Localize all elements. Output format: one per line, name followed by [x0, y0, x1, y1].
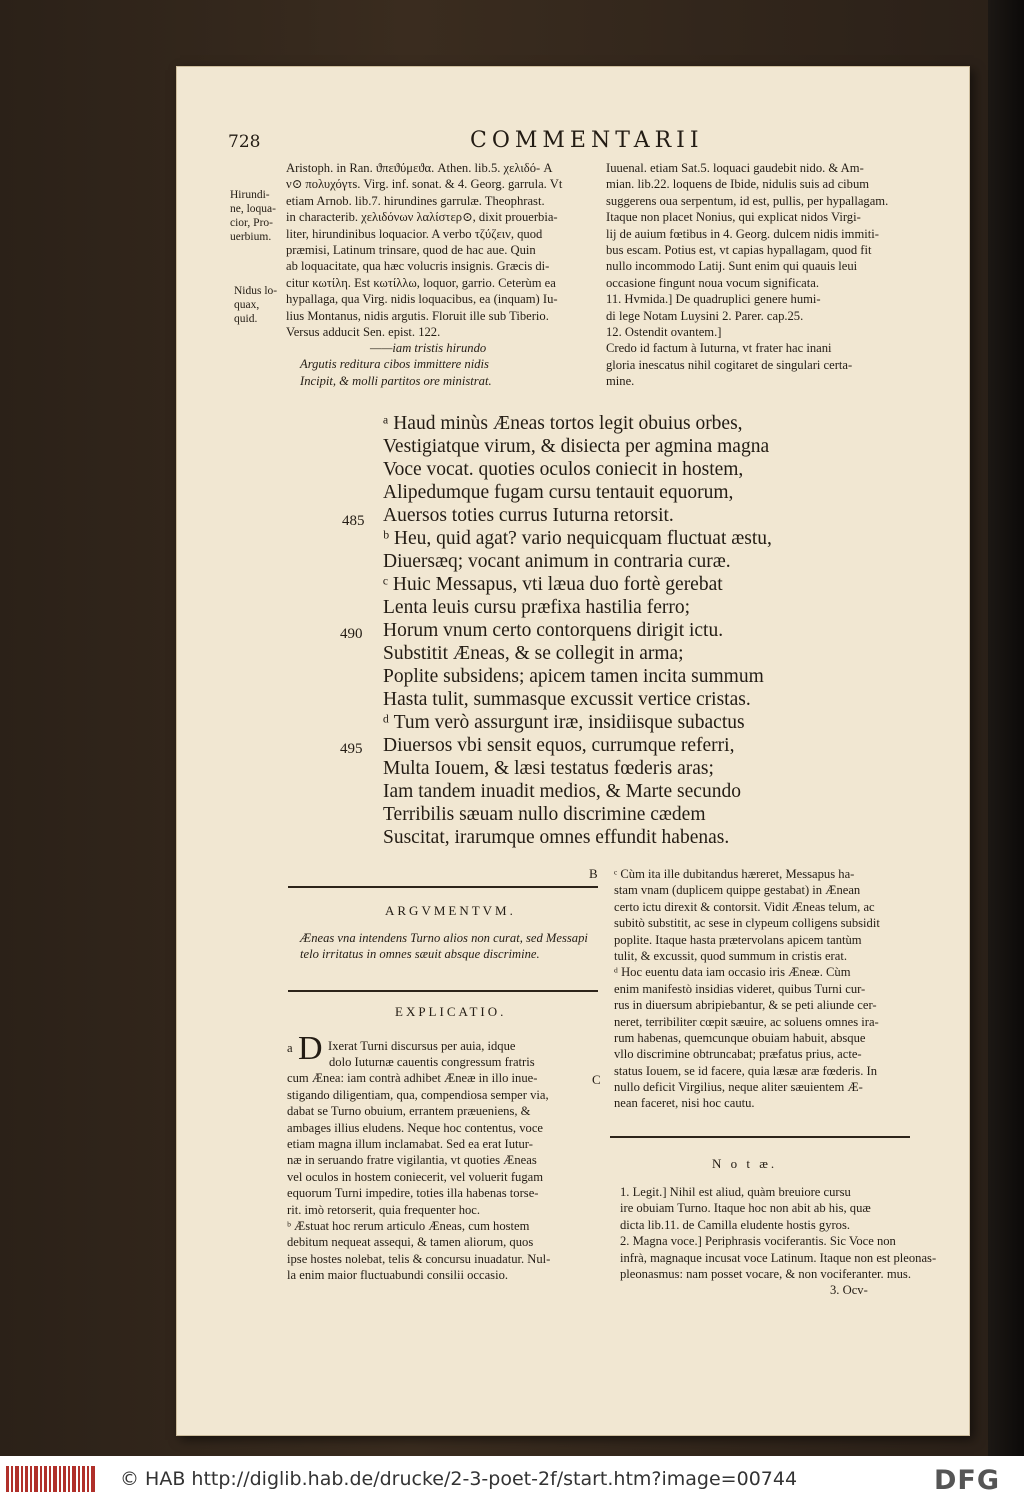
drop-cap-letter: D	[298, 1030, 323, 1067]
text-line: mine.	[606, 374, 635, 389]
margin-note-line: cior, Pro-	[230, 217, 273, 229]
margin-note-line: Nidus lo-	[234, 285, 278, 297]
text-line: bus escam. Potius est, vt capias hypallagam, quod fit	[606, 242, 872, 257]
verse-line: Multa Iouem, & læsi testatus fœderis aras;	[383, 758, 714, 779]
verse-line: Poplite subsidens; apicem tamen incita summum	[383, 666, 764, 687]
text-line: ᶜ Cùm ita ille dubitandus hæreret, Messapus ha-	[614, 867, 855, 881]
side-letter-b: B	[589, 866, 598, 881]
page-number: 728	[228, 132, 261, 152]
text-line: nean faceret, nisi hoc cautu.	[614, 1096, 755, 1111]
line-number-495: 495	[340, 741, 363, 757]
notae-text	[620, 1184, 936, 1299]
text-line: ν⊙ πολυχόγτs. Virg. inf. sonat. & 4. Georg. garrula. Vt	[286, 177, 563, 192]
verse-line: Auersos toties currus Iuturna retorsit.	[383, 505, 674, 526]
text-line: infrà, magnaque incusat voce Latinum. Itaque non est pleonas-	[620, 1250, 937, 1265]
argumentum-heading: ARGVMENTVM.	[385, 903, 516, 918]
text-line: 11. Hvmida.] De quadruplici genere humi-	[606, 292, 821, 307]
section-rule	[610, 1136, 910, 1138]
quote-line: ——iam tristis hirundo	[370, 341, 487, 355]
text-line: ᵈ Hoc euentu data iam occasio iris Æneæ. Cùm	[614, 965, 851, 980]
text-line: nullo deficit Virgilius, neque aliter sæuientem Æ-	[614, 1080, 863, 1095]
text-line: telo irritatus in omnes sæuit absque discrimine.	[300, 947, 540, 962]
margin-note-line: quax,	[234, 299, 260, 311]
text-line: 3. Ocv-	[830, 1283, 868, 1298]
verse-line: Alipedumque fugam cursu tentauit equorum,	[383, 482, 734, 503]
text-line: equorum Turni impedire, toties illa habenas torse-	[287, 1186, 539, 1201]
text-line: stam vnam (duplicem quippe gestabat) in Ænean	[614, 883, 861, 898]
margin-note-line: ne, loqua-	[230, 203, 276, 215]
verse-line: Substitit Æneas, & se collegit in arma;	[383, 643, 684, 664]
verse-line: ᵃ Haud minùs Æneas tortos legit obuius orbes,	[383, 413, 743, 434]
explicatio-heading: EXPLICATIO.	[395, 1004, 507, 1019]
verse-line: ᵈ Tum verò assurgunt iræ, insidiisque subactus	[383, 712, 745, 733]
text-line: nullo incommodo Latij. Sunt enim qui quauis leui	[606, 259, 858, 274]
text-line: pleonasmus: nam posset vocare, & non vociferanter. mus.	[620, 1266, 911, 1281]
line-number-490: 490	[340, 626, 363, 642]
text-line: la enim maior fluctuabundi consilii occasio.	[287, 1268, 509, 1283]
text-line: Æneas vna intendens Turno alios non curat, sed Messapi	[300, 931, 588, 945]
text-line: di lege Notam Luysini 2. Parer. cap.25.	[606, 308, 804, 323]
text-line: ab loquacitate, qua hæc volucris insignis. Græcis di-	[286, 259, 550, 274]
verse-line: Diuersos vbi sensit equos, currumque referri,	[383, 735, 735, 756]
margin-note-hirundine	[230, 188, 276, 244]
text-line: Iuuenal. etiam Sat.5. loquaci gaudebit nido. & Am-	[606, 161, 864, 175]
text-line: ᵇ Æstuat hoc rerum articulo Æneas, cum hostem	[287, 1218, 530, 1233]
text-line: mian. lib.22. loquens de Ibide, nidulis suis ad cibum	[606, 177, 870, 192]
text-line: subitò substitit, ac sese in clypeum colligens subsidit	[614, 916, 880, 931]
verse-line: Suscitat, irarumque omnes effundit habenas.	[383, 827, 730, 848]
verse-line: Iam tandem inuadit medios, & Marte secundo	[383, 781, 741, 802]
text-line: suggerens oua serpentum, id est, pullis, per hypallagam.	[606, 193, 889, 208]
quote-line: Argutis reditura cibos immittere nidis	[300, 357, 489, 372]
margin-note-line: Hirundi-	[230, 189, 270, 201]
verse-line: ᵇ Heu, quid agat? vario nequicquam fluctuat æstu,	[383, 528, 772, 549]
explicatio-text	[287, 1054, 550, 1283]
book-spine-edge	[988, 0, 1024, 1456]
text-line: lij de auium fœtibus in 4. Georg. dulcem nidis immiti-	[606, 226, 879, 241]
verse-line: Lenta leuis cursu præfixa hastilia ferro;	[383, 597, 691, 618]
section-rule	[288, 886, 598, 888]
line-number-485: 485	[342, 513, 365, 529]
text-line: Itaque non placet Nonius, qui explicat nidos Virgi-	[606, 210, 861, 225]
section-rule	[288, 990, 598, 992]
text-line: tulit, & excussit, quod summum in cristis erat.	[614, 948, 847, 963]
verse-line: Voce vocat. quoties oculos coniecit in hostem,	[383, 459, 744, 480]
verse-line: Horum vnum certo contorquens dirigit ictu.	[383, 620, 724, 641]
text-line: etiam magna illum inclamabat. Sed ea erat Iutur-	[287, 1136, 533, 1151]
text-line: ambages illius eludens. Neque hoc contentus, voce	[287, 1120, 544, 1135]
explicatio-first-line: Ixerat Turni discursus per auia, idque	[328, 1039, 516, 1053]
text-line: rit. imò retorserit, quia frequenter hoc.	[287, 1202, 481, 1217]
margin-note-line: uerbium.	[230, 231, 272, 243]
text-line: dolo Iuturnæ cauentis congressum fratris	[329, 1055, 535, 1069]
text-line: vel oculos in hostem coniecerit, vel voluerit fugam	[287, 1169, 544, 1184]
text-line: 1. Legit.] Nihil est aliud, quàm breuiore cursu	[620, 1185, 851, 1199]
text-line: dabat se Turno obuium, errantem præueniens, &	[287, 1104, 531, 1119]
text-line: certo ictu direxit & contorsit. Vidit Æneas telum, ac	[614, 899, 875, 914]
text-line: næ in seruando fratre vigilantia, vt quoties Æneas	[287, 1153, 537, 1168]
text-line: neret, terribiliter cœpit sæuire, ac soluens omnes ira-	[614, 1014, 879, 1029]
margin-note-line: quid.	[234, 313, 258, 325]
text-line: vllo discrimine obtruncabat; præfatus prius, acte-	[614, 1047, 862, 1062]
text-line: rum habenas, quemcunque obuiam habuit, absque	[614, 1030, 866, 1045]
text-line: gloria inescatus nihil cogitaret de singulari certa-	[606, 357, 853, 372]
dfg-logo: DFG	[934, 1465, 1001, 1496]
text-line: cum Ænea: iam contrà adhibet Æneæ in illo inue-	[287, 1071, 538, 1086]
copyright-url[interactable]: © HAB http://diglib.hab.de/drucke/2-3-poet-2f/start.htm?image=00744	[120, 1468, 798, 1490]
text-line: dicta lib.11. de Camilla eludente hostis gyros.	[620, 1217, 851, 1232]
right-bottom-commentary	[614, 866, 880, 1112]
quote-line: Incipit, & molli partitos ore ministrat.	[300, 373, 492, 388]
text-line: ipse hostes nolebat, telis & concursu inuadatur. Nul-	[287, 1251, 551, 1266]
explicatio-marker: a	[287, 1041, 293, 1055]
text-line: poplite. Itaque hasta prætervolans apicem tantùm	[614, 932, 862, 947]
left-top-commentary	[286, 160, 562, 340]
text-line: præmisi, Latinum trinsare, quod de hac aue. Quin	[286, 242, 536, 257]
text-line: stigando diligentiam, qua, compendiosa semper via,	[287, 1087, 549, 1102]
verse-line: Vestigiatque virum, & disiecta per agmina magna	[383, 436, 770, 457]
text-line: hypallaga, qua Virg. nidis loquacibus, ea (inquam) Iu-	[286, 292, 558, 307]
text-line: Credo id factum à Iuturna, vt frater hac inani	[606, 341, 832, 356]
right-top-commentary	[606, 160, 888, 389]
text-line: 12. Ostendit ovantem.]	[606, 324, 722, 339]
barcode-icon	[6, 1466, 98, 1492]
text-line: in characterib. χελιδόνων λαλίστερ⊙, dixit prouerbia-	[286, 210, 558, 225]
text-line: lius Montanus, nidis argutis. Floruit ille sub Tiberio.	[286, 308, 549, 323]
seneca-quote	[300, 340, 492, 389]
verse-line: Terribilis sæuam nullo discrimine cædem	[383, 804, 706, 825]
text-line: Aristoph. in Ran. ϑπεϑύμεϑα. Athen. lib.5. χελιδό- A	[286, 161, 553, 175]
side-letter-c: C	[592, 1072, 601, 1087]
text-line: status Iouem, se id facere, quia læsæ aræ fœderis. In	[614, 1063, 877, 1078]
verse-line: Diuersæq; vocant animum in contraria curæ.	[383, 551, 731, 572]
text-line: etiam Arnob. lib.7. hirundines garrulæ. Theophrast.	[286, 193, 545, 208]
verse-line: Hasta tulit, summasque excussit vertice cristas.	[383, 689, 751, 710]
running-title: COMMENTARII	[470, 128, 704, 153]
text-line: 2. Magna voce.] Periphrasis vociferantis. Sic Voce non	[620, 1234, 896, 1249]
text-line: ire obuiam Turno. Itaque hoc non abit ab his, quæ	[620, 1201, 871, 1216]
argumentum-text	[300, 930, 588, 963]
viewer-footer	[0, 1456, 1024, 1502]
text-line: occasione fingunt noua vocum significata.	[606, 275, 819, 290]
notae-heading: N o t æ.	[712, 1156, 778, 1171]
text-line: enim manifestò insidias videret, quibus Turni cur-	[614, 981, 866, 996]
text-line: debitum nequeat assequi, & tamen aliorum, quos	[287, 1235, 534, 1250]
text-line: citur κωτίλη. Est κωτίλλω, loquor, garrio. Ceterùm ea	[286, 275, 556, 290]
text-line: liter, hirundinibus loquacior. A verbo τζύζειν, quod	[286, 226, 543, 241]
text-line: rus in diuersum abripiebantur, & se peti aliunde cer-	[614, 998, 877, 1013]
verse-line: ᶜ Huic Messapus, vti læua duo fortè gerebat	[383, 574, 723, 595]
margin-note-nidus	[234, 284, 277, 326]
text-line: Versus adducit Sen. epist. 122.	[286, 324, 441, 339]
aeneid-verse-block	[383, 412, 772, 849]
